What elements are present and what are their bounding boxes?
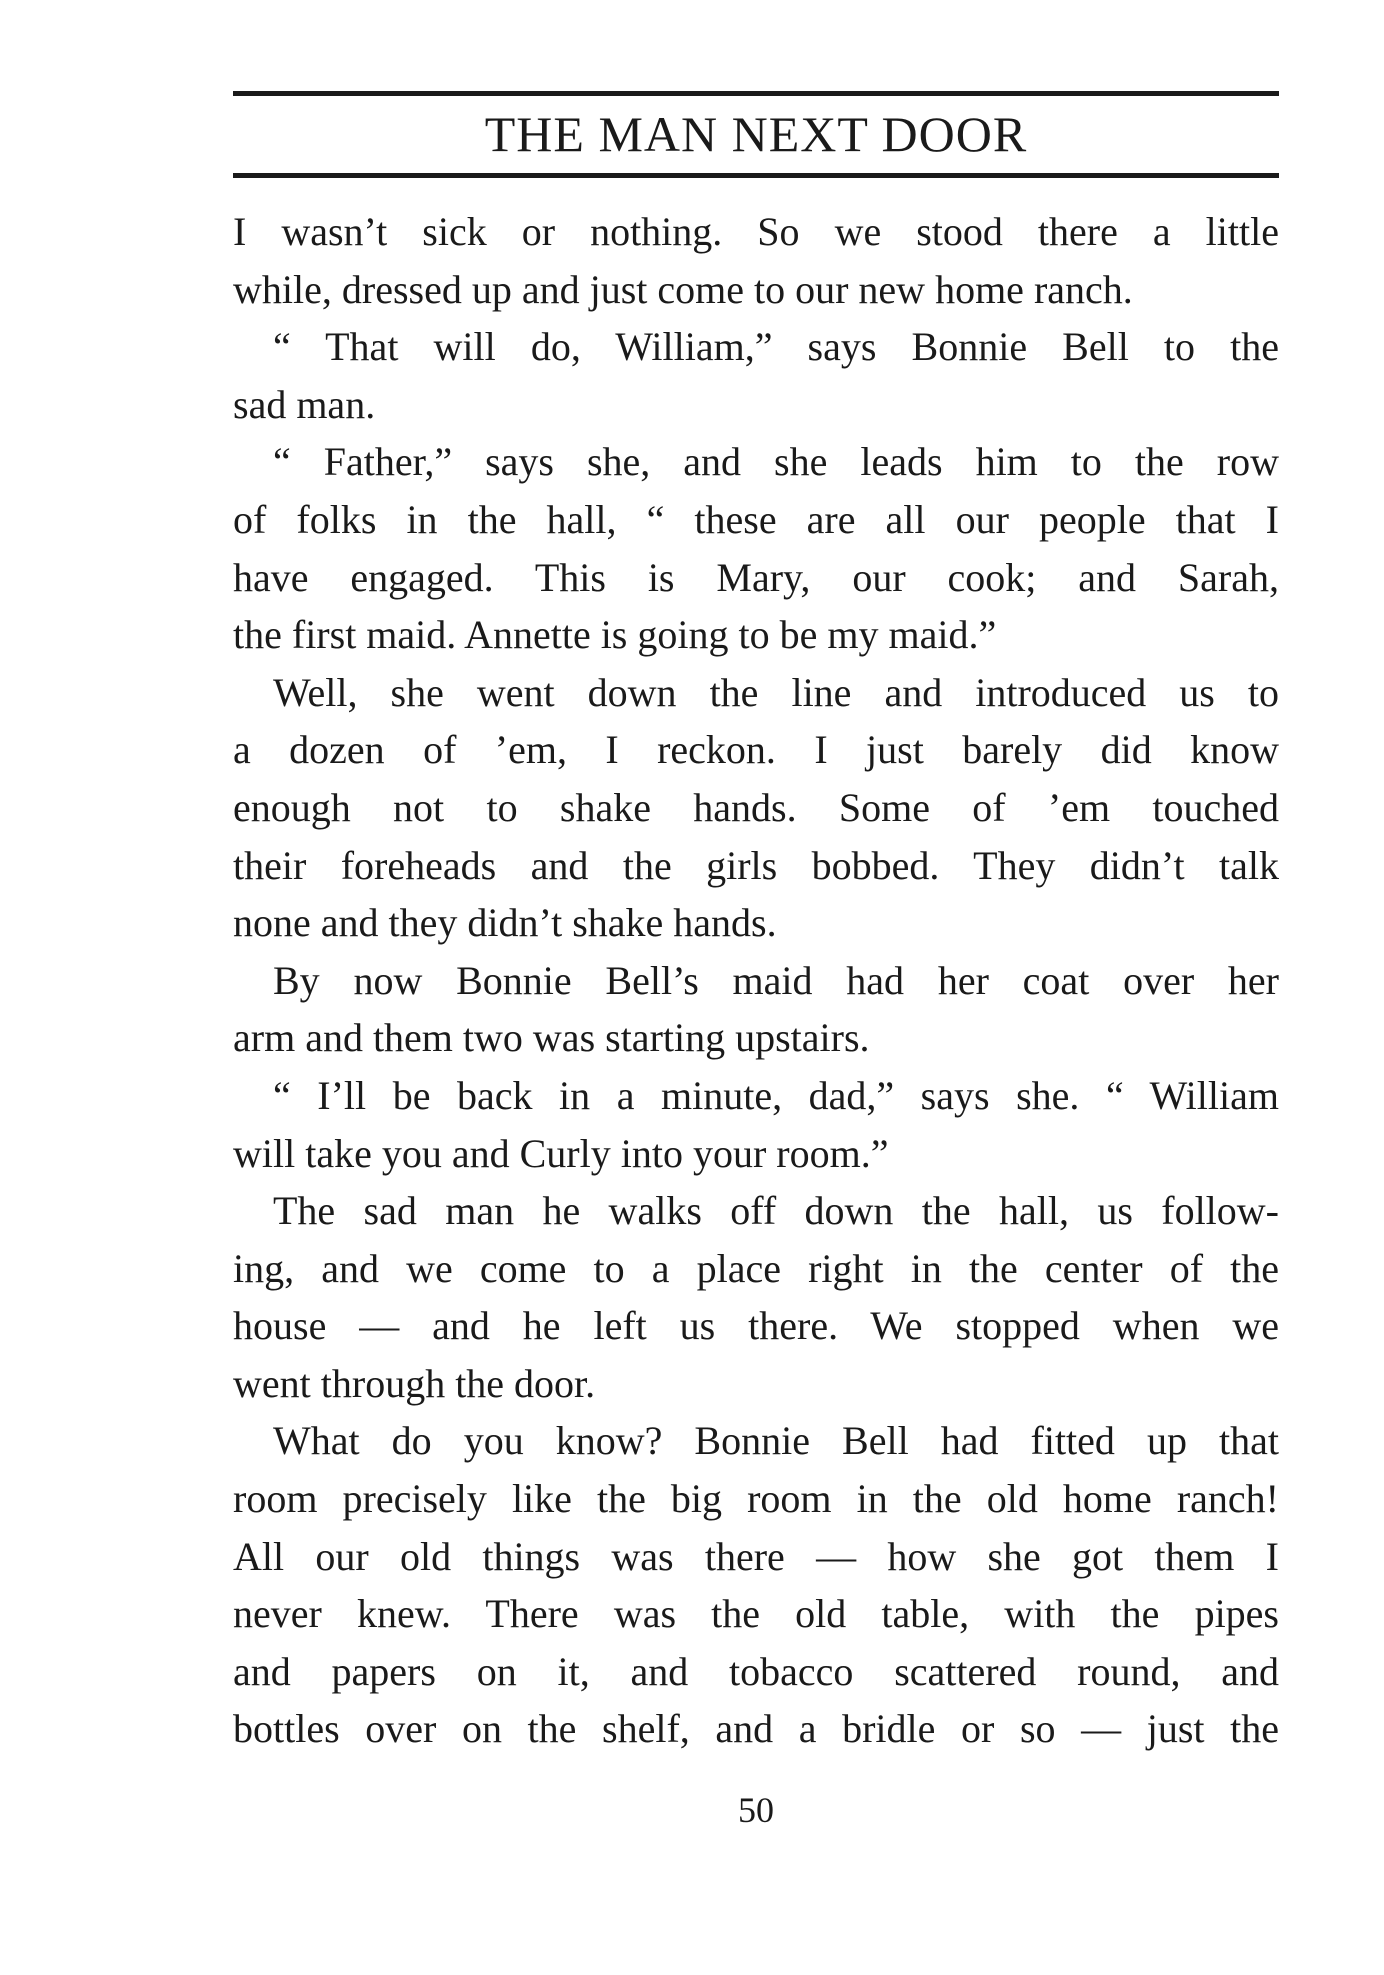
text-line: went through the door. <box>233 1360 596 1406</box>
body-text <box>233 203 1279 1758</box>
text-line: never knew. There was the old table, with the pipes <box>233 1591 1279 1637</box>
text-line: will take you and Curly into your room.” <box>233 1130 889 1176</box>
text-line: and papers on it, and tobacco scattered round, and <box>233 1648 1279 1694</box>
text-line: room precisely like the big room in the old home ranch! <box>233 1476 1279 1522</box>
text-line: Well, she went down the line and introduced us to <box>273 669 1279 715</box>
header-rule-bottom <box>233 173 1279 178</box>
text-line: “ I’ll be back in a minute, dad,” says she. “ William <box>273 1072 1279 1118</box>
header-rule-top <box>233 91 1279 96</box>
text-line: All our old things was there — how she got them I <box>233 1533 1279 1579</box>
text-line: I wasn’t sick or nothing. So we stood there a little <box>233 209 1279 254</box>
text-line: sad man. <box>233 381 376 427</box>
text-line: ing, and we come to a place right in the center of the <box>233 1245 1279 1291</box>
text-line: their foreheads and the girls bobbed. They didn’t talk <box>233 842 1279 888</box>
running-head: THE MAN NEXT DOOR <box>484 106 1028 162</box>
text-line: enough not to shake hands. Some of ’em touched <box>233 784 1279 830</box>
text-line: “ That will do, William,” says Bonnie Bell to the <box>273 324 1279 370</box>
text-line: house — and he left us there. We stopped when we <box>233 1303 1279 1349</box>
text-line: of folks in the hall, “ these are all our people that I <box>233 496 1279 542</box>
text-line: The sad man he walks off down the hall, us follow- <box>273 1188 1279 1234</box>
text-line: have engaged. This is Mary, our cook; and Sarah, <box>233 554 1279 600</box>
text-line: while, dressed up and just come to our new home ranch. <box>233 266 1133 312</box>
text-line: “ Father,” says she, and she leads him to the row <box>273 439 1279 485</box>
text-line: a dozen of ’em, I reckon. I just barely did know <box>233 727 1279 773</box>
page-number: 50 <box>738 1790 774 1830</box>
text-line: What do you know? Bonnie Bell had fitted up that <box>273 1418 1279 1464</box>
text-line: By now Bonnie Bell’s maid had her coat over her <box>273 957 1279 1003</box>
text-line: arm and them two was starting upstairs. <box>233 1015 870 1061</box>
text-line: bottles over on the shelf, and a bridle or so — just the <box>233 1706 1279 1752</box>
text-line: none and they didn’t shake hands. <box>233 900 777 946</box>
text-line: the first maid. Annette is going to be my maid.” <box>233 612 997 658</box>
